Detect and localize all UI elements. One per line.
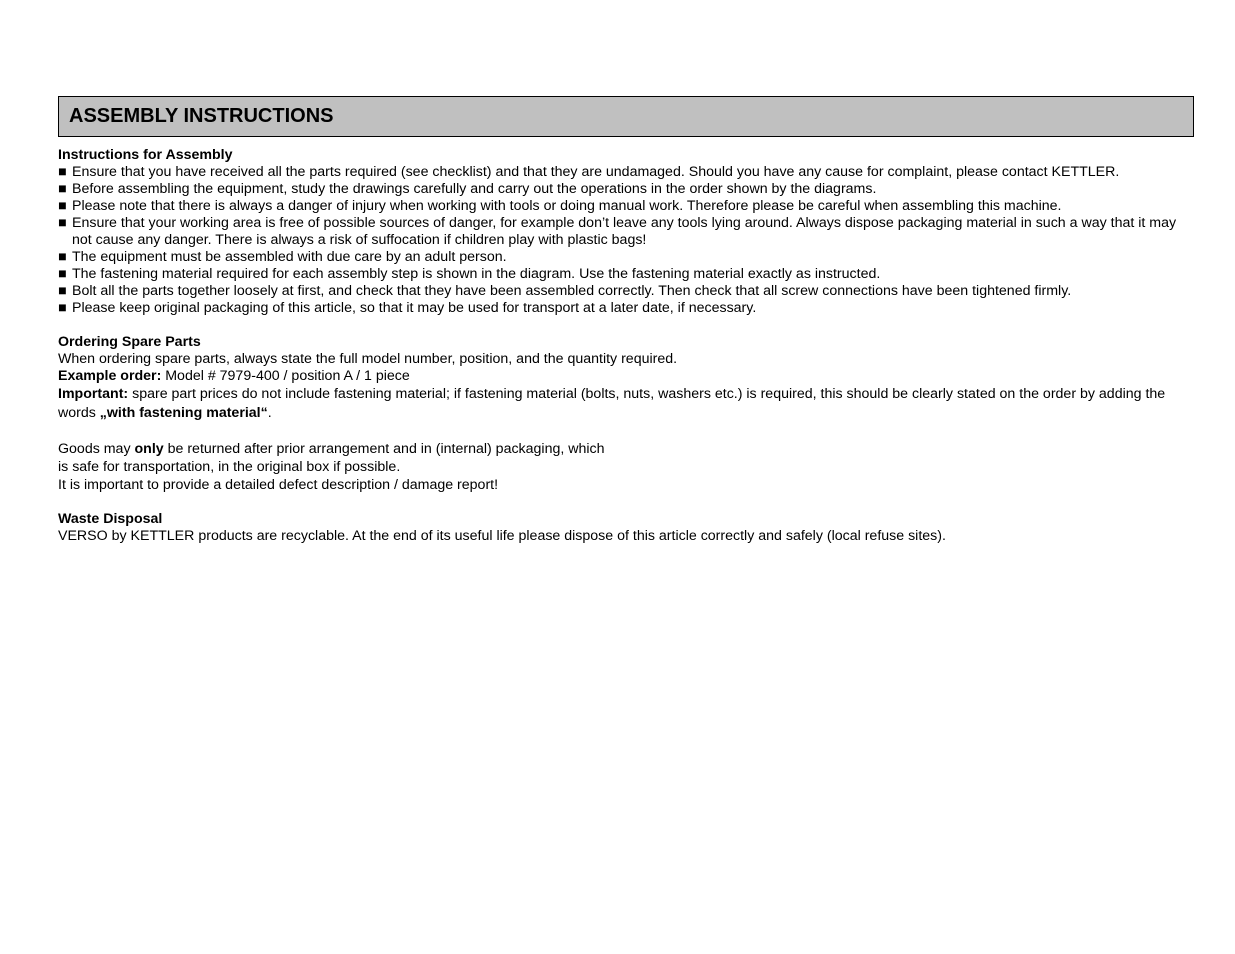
waste-text: VERSO by KETTLER products are recyclable. At the end of its useful life please dispose of this article correctly and safely (local refuse sites). bbox=[58, 528, 946, 544]
spare-parts-intro: When ordering spare parts, always state the full model number, position, and the quantity required. bbox=[58, 351, 678, 367]
list-item-text: Please keep original packaging of this article, so that it may be used for transport at a later date, if necessary. bbox=[72, 300, 757, 316]
returns-emphasis: only bbox=[134, 441, 164, 457]
important-emphasis: „with fastening material“ bbox=[99, 405, 268, 421]
square-bullet-icon: ■ bbox=[58, 215, 67, 231]
example-order bbox=[58, 368, 1194, 385]
list-item bbox=[58, 164, 1194, 181]
assembly-section bbox=[58, 147, 1194, 317]
spare-parts-heading: Ordering Spare Parts bbox=[58, 334, 201, 350]
page-title: ASSEMBLY INSTRUCTIONS bbox=[69, 105, 334, 127]
document-content bbox=[58, 147, 1194, 545]
returns-section bbox=[58, 440, 1194, 494]
important-label: Important: bbox=[58, 386, 129, 402]
square-bullet-icon: ■ bbox=[58, 283, 67, 299]
returns-line-1 bbox=[58, 440, 1194, 458]
square-bullet-icon: ■ bbox=[58, 164, 67, 180]
document-page bbox=[58, 96, 1194, 545]
example-order-label: Example order: bbox=[58, 368, 162, 384]
list-item bbox=[58, 283, 1194, 300]
spacer bbox=[58, 494, 1194, 511]
list-item-text: Please note that there is always a danger of injury when working with tools or doing manual work. Therefore please be careful when assembling this machine. bbox=[72, 198, 1062, 214]
returns-line-3: It is important to provide a detailed defect description / damage report! bbox=[58, 477, 499, 493]
important-text: spare part prices do not include fastening material; if fastening material (bolts, nuts, washers etc.) is required, this should be clearly stated on the order by adding the words bbox=[58, 386, 1166, 421]
title-banner bbox=[58, 96, 1194, 137]
list-item bbox=[58, 249, 1194, 266]
list-item-text: Bolt all the parts together loosely at first, and check that they have been assembled correctly. Then check that all screw connections have been tightened firmly. bbox=[72, 283, 1072, 299]
important-note bbox=[58, 385, 1194, 423]
list-item bbox=[58, 266, 1194, 283]
list-item-text: Ensure that your working area is free of possible sources of danger, for example don’t leave any tools lying around. Always dispose packaging material in such a way that it may not cause any danger. There is always a risk of suffocation if children play with plastic bags! bbox=[72, 215, 1177, 248]
square-bullet-icon: ■ bbox=[58, 300, 67, 316]
waste-heading: Waste Disposal bbox=[58, 511, 163, 527]
spacer bbox=[58, 423, 1194, 440]
returns-line-1-end: be returned after prior arrangement and in (internal) packaging, which bbox=[163, 441, 605, 457]
assembly-heading: Instructions for Assembly bbox=[58, 147, 233, 163]
assembly-list bbox=[58, 164, 1194, 317]
important-end: . bbox=[267, 405, 272, 421]
list-item-text: Before assembling the equipment, study the drawings carefully and carry out the operations in the order shown by the diagrams. bbox=[72, 181, 877, 197]
list-item bbox=[58, 300, 1194, 317]
list-item bbox=[58, 215, 1194, 249]
square-bullet-icon: ■ bbox=[58, 198, 67, 214]
square-bullet-icon: ■ bbox=[58, 181, 67, 197]
waste-section bbox=[58, 511, 1194, 545]
square-bullet-icon: ■ bbox=[58, 266, 67, 282]
returns-line-2: is safe for transportation, in the original box if possible. bbox=[58, 459, 401, 475]
spare-parts-section bbox=[58, 334, 1194, 423]
list-item-text: The equipment must be assembled with due care by an adult person. bbox=[72, 249, 507, 265]
list-item bbox=[58, 198, 1194, 215]
example-order-text: Model # 7979-400 / position A / 1 piece bbox=[161, 368, 410, 384]
list-item-text: Ensure that you have received all the parts required (see checklist) and that they are undamaged. Should you have any cause for complaint, please contact KETTLER. bbox=[72, 164, 1120, 180]
list-item bbox=[58, 181, 1194, 198]
spacer bbox=[58, 317, 1194, 334]
returns-line-1-start: Goods may bbox=[58, 441, 135, 457]
square-bullet-icon: ■ bbox=[58, 249, 67, 265]
list-item-text: The fastening material required for each assembly step is shown in the diagram. Use the fastening material exactly as instructed. bbox=[72, 266, 881, 282]
